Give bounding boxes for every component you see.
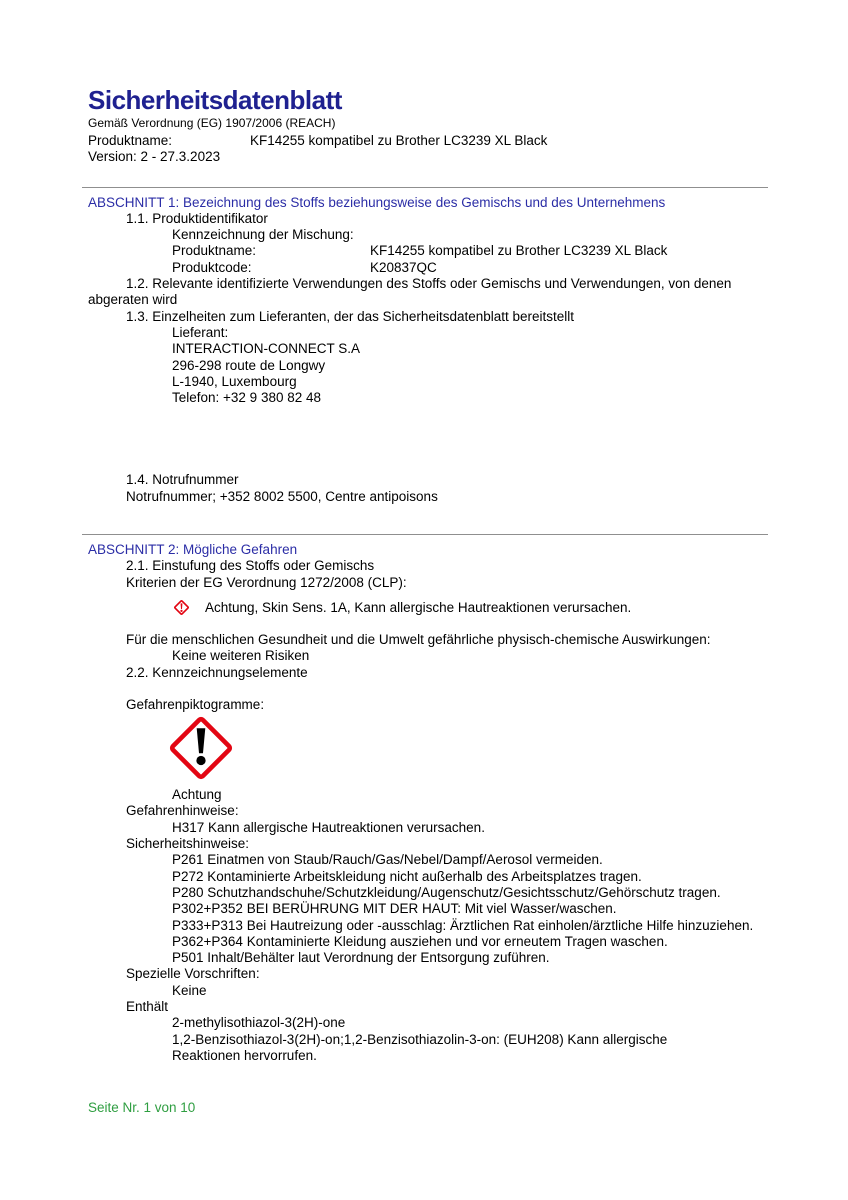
header-product-label: Produktname: [88,133,173,148]
p-statement: P501 Inhalt/Behälter laut Verordnung der Entsorgung zuführen. [172,950,550,966]
section2-2-heading: 2.2. Kennzeichnungselemente [126,664,308,680]
header-product-value: KF14255 kompatibel zu Brother LC3239 XL Black [250,133,548,148]
section1-1-heading: 1.1. Produktidentifikator [126,210,268,226]
ghs07-exclamation-small-icon [172,598,191,617]
precaution-statements-label: Sicherheitshinweise: [126,836,250,852]
supplier-street: 296-298 route de Longwy [172,357,326,373]
hazard-pictogram-block [168,715,770,781]
p-statement: P280 Schutzhandschuhe/Schutzkleidung/Augenschutz/Gesichtsschutz/Gehörschutz tragen. [172,884,721,900]
h-statement: H317 Kann allergische Hautreaktionen verursachen. [172,819,485,835]
section1-2-heading: 1.2. Relevante identifizierte Verwendungen des Stoffs oder Gemischs und Verwendungen, von denen abgeraten wird [88,276,732,308]
supplier-label: Lieferant: [172,324,229,340]
section1-3-heading: 1.3. Einzelheiten zum Lieferanten, der das Sicherheitsdatenblatt bereitstellt [126,308,575,324]
emergency-number: Notrufnummer; +352 8002 5500, Centre antipoisons [126,488,438,504]
product-code-row [172,260,770,276]
p-statement: P261 Einatmen von Staub/Rauch/Gas/Nebel/Dampf/Aerosol vermeiden. [172,852,603,868]
section2-divider [82,534,768,535]
signal-word: Achtung [172,787,222,803]
section2-1-heading: 2.1. Einstufung des Stoffs oder Gemischs [126,558,375,574]
section1-4-heading: 1.4. Notrufnummer [126,472,239,488]
product-name-row [172,243,770,259]
contains-label: Enthält [126,998,169,1014]
supplier-phone: Telefon: +32 9 380 82 48 [172,390,322,406]
product-name-value: KF14255 kompatibel zu Brother LC3239 XL Black [370,243,668,259]
special-provisions-label: Spezielle Vorschriften: [126,966,260,982]
hazard-statements-label: Gefahrenhinweise: [126,803,239,819]
section1-divider [82,187,768,188]
supplier-name: INTERACTION-CONNECT S.A [172,341,361,357]
clp-criteria-line: Kriterien der EG Verordnung 1272/2008 (CLP): [126,574,407,590]
page-number-footer: Seite Nr. 1 von 10 [88,1100,196,1115]
contains-substance: 1,2-Benzisothiazol-3(2H)-on;1,2-Benzisothiazolin-3-on: (EUH208) Kann allergische Reaktionen hervorrufen. [172,1031,668,1063]
mixture-label: Kennzeichnung der Mischung: [172,227,354,243]
p-statement: P333+P313 Bei Hautreizung oder -ausschlag: Ärztlichen Rat einholen/ärztliche Hilfe hinzuziehen. [172,917,754,933]
physchem-line: Für die menschlichen Gesundheit und die Umwelt gefährliche physisch-chemische Auswirkungen: [126,631,711,647]
classification-text: Achtung, Skin Sens. 1A, Kann allergische Hautreaktionen verursachen. [205,599,632,615]
header-product-row [88,133,770,149]
supplier-city: L-1940, Luxembourg [172,373,297,389]
classification-row [172,597,770,619]
product-code-label: Produktcode: [172,259,252,275]
special-provisions-value: Keine [172,982,207,998]
p-statement: P272 Kontaminierte Arbeitskleidung nicht außerhalb des Arbeitsplatzes tragen. [172,868,642,884]
no-risks-line: Keine weiteren Risiken [172,648,310,664]
ghs07-exclamation-pictogram-icon [168,715,234,781]
p-statement: P302+P352 BEI BERÜHRUNG MIT DER HAUT: Mit viel Wasser/waschen. [172,901,617,917]
section2-heading: ABSCHNITT 2: Mögliche Gefahren [88,542,298,558]
product-name-label: Produktname: [172,243,257,259]
contains-substance: 2-methylisothiazol-3(2H)-one [172,1015,346,1031]
version-line: Version: 2 - 27.3.2023 [88,149,221,165]
section1-heading: ABSCHNITT 1: Bezeichnung des Stoffs beziehungsweise des Gemischs und des Unternehmens [88,194,666,210]
p-statement: P362+P364 Kontaminierte Kleidung ausziehen und vor erneutem Tragen waschen. [172,933,668,949]
pictograms-label: Gefahrenpiktogramme: [126,696,265,712]
page-title: Sicherheitsdatenblatt [88,85,342,115]
product-code-value: K20837QC [370,259,437,275]
regulation-subtitle: Gemäß Verordnung (EG) 1907/2006 (REACH) [88,116,336,130]
